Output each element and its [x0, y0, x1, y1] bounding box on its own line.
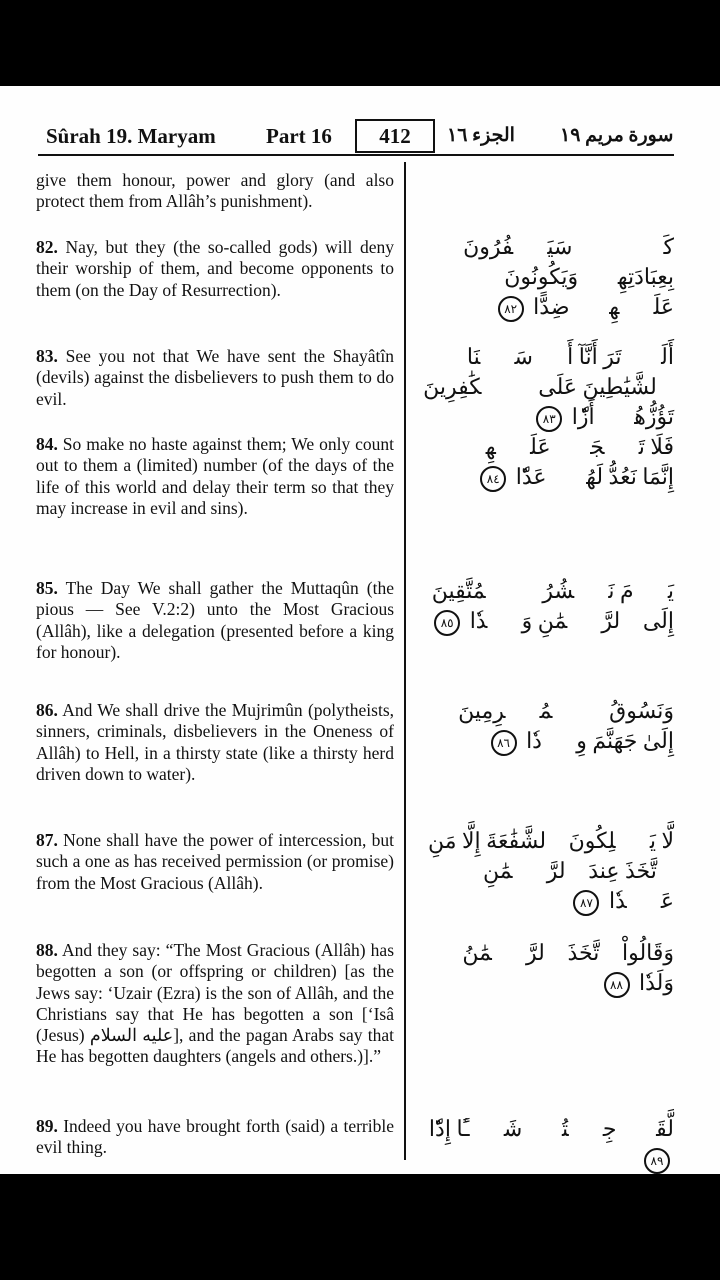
verse-85-arabic	[422, 576, 674, 636]
arabic-verse-text: لَّقَدۡ جِئۡتُمۡ شَيۡـًٔا إِدّٗا	[428, 1116, 674, 1141]
arabic-verse-text: يَوۡمَ نَحۡشُرُ ٱلۡمُتَّقِينَ إِلَى ٱلرَّحۡمَٰنِ وَفۡدٗا	[431, 578, 674, 633]
header-rule	[38, 154, 674, 156]
verse-87-english	[36, 830, 394, 894]
verse-text: And We shall drive the Mujrimûn (polytheists, sinners, criminals, disbelievers in the Oneness of Allâh) to Hell, in a thirsty state (like a thirsty herd driven down to water).	[36, 700, 394, 784]
black-bottom-bar	[0, 1174, 720, 1280]
arabic-verse-text: وَقَالُواْ ٱتَّخَذَ ٱلرَّحۡمَٰنُ وَلَدٗا	[462, 940, 674, 995]
verse-text: And they say: “The Most Gracious (Allâh) has begotten a son (or offspring or children) [as the Jews say: ‘Uzair (Ezra) is the son of Allâh, and the Christians say that He has begotten a son [‘Isâ (Jesus) عليه السلام], and the pagan Arabs say that He has begotten daughters (angels and others.)].”	[36, 940, 394, 1067]
verse-number: 85.	[36, 578, 58, 598]
arabic-verse-text: كَلَّاۚ سَيَكۡفُرُونَ بِعِبَادَتِهِمۡ وَيَكُونُونَ عَلَيۡهِمۡ ضِدًّا	[463, 234, 674, 319]
verse-88-arabic	[422, 938, 674, 998]
verse-end-marker: ٨٦	[491, 730, 517, 756]
verse-89-english	[36, 1116, 394, 1159]
part-label-english: Part 16	[266, 124, 332, 148]
verse-text: None shall have the power of intercession, but such a one as has received permission (or promise) from the Most Gracious (Allâh).	[36, 830, 394, 893]
verse-text: Indeed you have brought forth (said) a terrible evil thing.	[36, 1116, 394, 1158]
surah-title-arabic: سورة مريم ١٩	[560, 125, 674, 146]
verse-text: So make no haste against them; We only count out to them a (limited) number (of the days of the life of this world and delay their term so that they may increase in evil and sins).	[36, 434, 394, 518]
verse-end-marker: ٨٨	[604, 972, 630, 998]
verse-82-english	[36, 237, 394, 301]
verse-end-marker: ٨٤	[480, 466, 506, 492]
verse-88-english	[36, 940, 394, 1068]
verse-number: 83.	[36, 346, 58, 366]
verse-83-arabic	[422, 342, 674, 432]
verse-end-marker: ٨٥	[434, 610, 460, 636]
verse-end-marker: ٨٧	[573, 890, 599, 916]
verse-end-marker: ٨٣	[536, 406, 562, 432]
verse-84-arabic	[422, 432, 674, 492]
verse-text: The Day We shall gather the Muttaqûn (the pious — See V.2:2) unto the Most Gracious (Allâh), like a delegation (presented before a king for honour).	[36, 578, 394, 662]
verse-82-arabic	[422, 232, 674, 322]
verse-87-arabic	[422, 826, 674, 916]
verse-number: 89.	[36, 1116, 58, 1136]
verse-number: 88.	[36, 940, 58, 960]
page-number-box: 412	[355, 119, 435, 153]
mushaf-page	[0, 86, 720, 1174]
verse-text: See you not that We have sent the Shayâtîn (devils) against the disbelievers to push them to do evil.	[36, 346, 394, 409]
juz-label-arabic: الجزء ١٦	[447, 125, 515, 146]
arabic-verse-text: وَنَسُوقُ ٱلۡمُجۡرِمِينَ إِلَىٰ جَهَنَّمَ وِرۡدٗا	[458, 698, 674, 753]
verse-84-english	[36, 434, 394, 519]
page-header	[0, 86, 720, 156]
verse-text: give them honour, power and glory (and also protect them from Allâh’s punishment).	[36, 170, 394, 212]
verse-89-arabic	[422, 1114, 674, 1174]
verse-86-arabic	[422, 696, 674, 756]
verse-text: Nay, but they (the so-called gods) will deny their worship of them, and become opponents to them (on the Day of Resurrection).	[36, 237, 394, 300]
column-divider	[404, 162, 406, 1160]
verse-number: 84.	[36, 434, 58, 454]
surah-title-english: Sûrah 19. Maryam	[46, 124, 216, 148]
verse-85-english	[36, 578, 394, 663]
arabic-verse-text: لَّا يَمۡلِكُونَ ٱلشَّفَٰعَةَ إِلَّا مَنِ ٱتَّخَذَ عِندَ ٱلرَّحۡمَٰنِ عَهۡدٗا	[427, 828, 674, 913]
verse-number: 86.	[36, 700, 58, 720]
verse-83-english	[36, 346, 394, 410]
verse-end-marker: ٨٢	[498, 296, 524, 322]
verse-86-english	[36, 700, 394, 785]
verse-number: 87.	[36, 830, 58, 850]
verse-end-marker: ٨٩	[644, 1148, 670, 1174]
verse-continuation	[36, 170, 394, 213]
verse-number: 82.	[36, 237, 58, 257]
arabic-verse-text: أَلَمۡ تَرَ أَنَّآ أَرۡسَلۡنَا ٱلشَّيَٰطِينَ عَلَى ٱلۡكَٰفِرِينَ تَؤُزُّهُمۡ أَزّٗا	[423, 344, 674, 429]
arabic-verse-text: فَلَا تَعۡجَلۡ عَلَيۡهِمۡۖ إِنَّمَا نَعُدُّ لَهُمۡ عَدّٗا	[434, 434, 674, 489]
